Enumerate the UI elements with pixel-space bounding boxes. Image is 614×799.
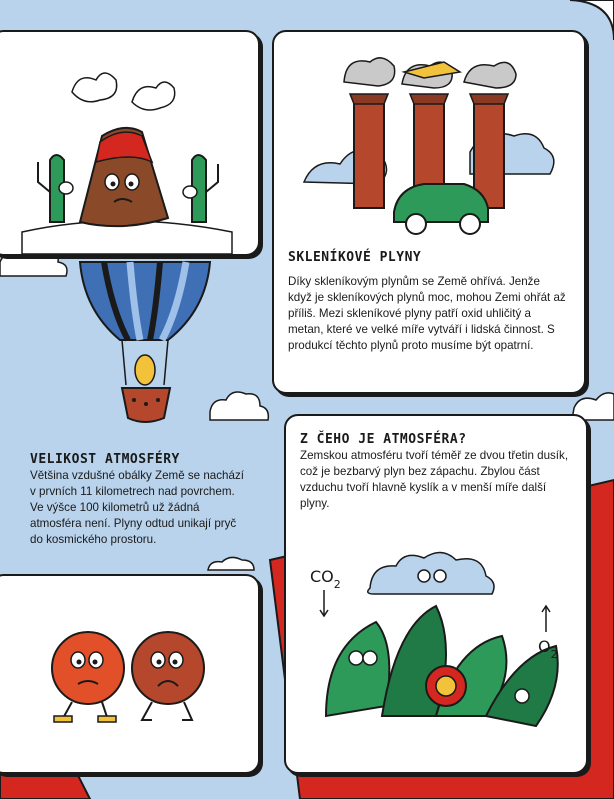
planets-panel <box>0 574 260 774</box>
o2-label: $O_2$ <box>538 637 558 661</box>
co2-label: $CO_2$ <box>310 567 341 591</box>
greenhouse-gases-panel <box>272 30 586 394</box>
atmosphere-size-text: Většina vzdušné obálky Země se nachází v prvních 11 kilometrech nad povrchem. Ve výšce 100 kilometrů už žádná atmosféra není. Plyny odtud unikají pryč do kosmického prostoru. <box>30 469 244 546</box>
composition-title: Z ČEHO JE ATMOSFÉRA? <box>300 432 467 447</box>
factory-chimneys-with-car-illustration <box>274 32 584 252</box>
greenhouse-text: Díky skleníkovým plynům se Země ohřívá. Jenže když je skleníkových plynů moc, mohou Zemi ohřát až příliš. Mezi skleníkové plyny patří oxid uhličitý a metan, které ve velké míře vytváří i lidská činnost. S produkcí těchto plynů proto musíme být opatrní. <box>288 275 566 352</box>
composition-panel <box>284 414 588 774</box>
volcano-with-cacti-illustration <box>0 32 258 254</box>
composition-text: Zemskou atmosféru tvoří téměř ze dvou třetin dusík, což je bezbarvý plyn bez zápachu. Zbylou část vzduchu tvoří hlavně kyslík a v menší míře další plyny. <box>300 449 569 510</box>
atmosphere-size-title: VELIKOST ATMOSFÉRY <box>30 452 180 467</box>
two-planet-characters-illustration <box>0 576 258 772</box>
plants-with-cloud-illustration <box>286 536 586 756</box>
greenhouse-title: SKLENÍKOVÉ PLYNY <box>288 250 422 265</box>
volcano-panel <box>0 30 260 256</box>
